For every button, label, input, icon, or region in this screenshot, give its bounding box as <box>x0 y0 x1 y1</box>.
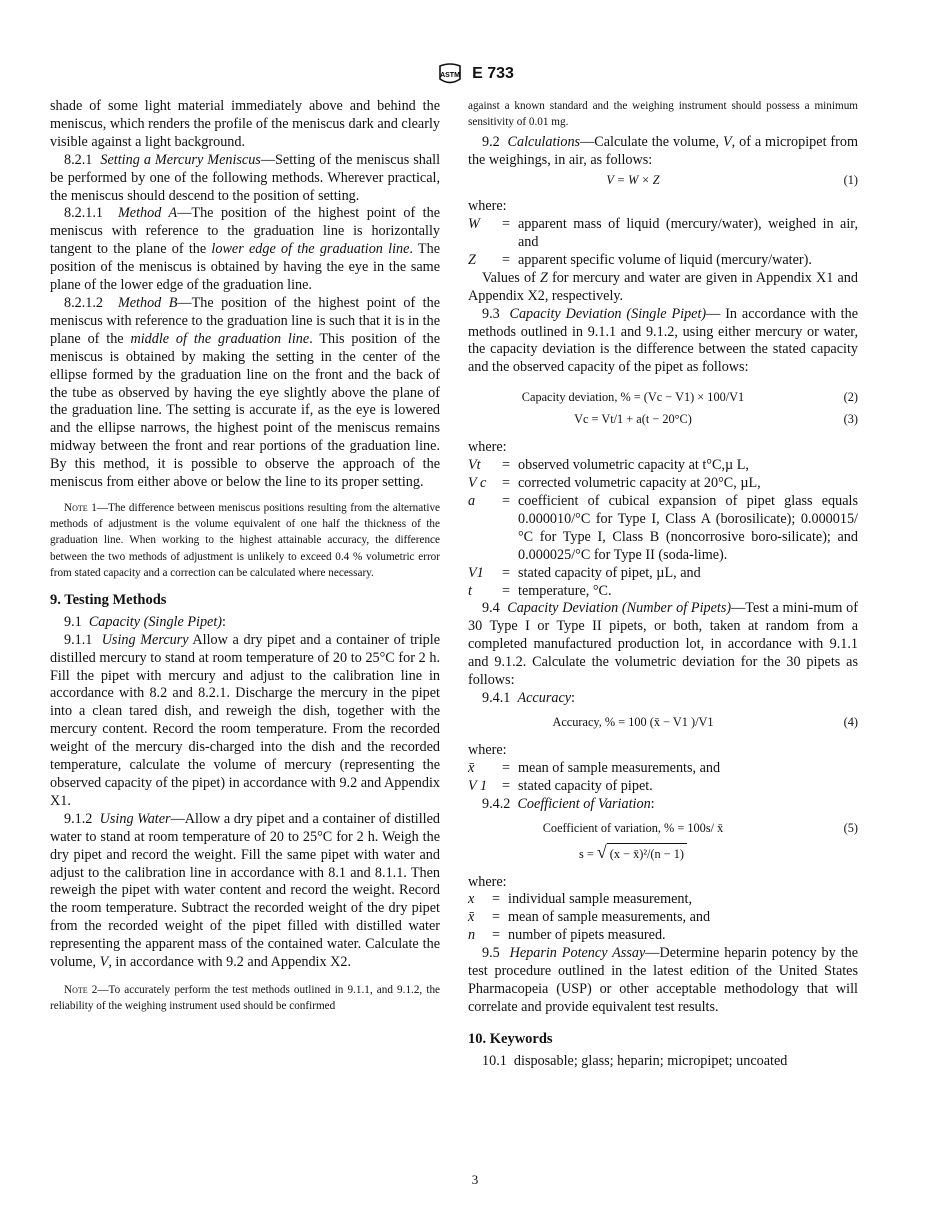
where-label: where: <box>468 198 507 215</box>
definitions-list-3 <box>468 760 858 796</box>
definition-text: observed volumetric capacity at t°C,µ L, <box>518 457 749 474</box>
where-label: where: <box>468 873 507 890</box>
where-label: where: <box>468 741 507 758</box>
equation-6: s = √ (x − x̄)²/(n − 1) <box>468 842 858 866</box>
definition-equals: = <box>502 251 511 268</box>
definition-text: apparent mass of liquid (mercury/water), weighed in air, and <box>518 216 858 251</box>
section-10-heading: 10. Keywords <box>468 1030 553 1047</box>
definition-text: apparent specific volume of liquid (mercury/water). <box>518 251 812 268</box>
definition-equals: = <box>492 909 501 926</box>
definition-text: stated capacity of pipet. <box>518 777 653 794</box>
definition-symbol: V c <box>468 475 487 492</box>
definition-symbol: W <box>468 216 480 233</box>
where-label: where: <box>468 439 507 456</box>
definition-text: coefficient of cubical expansion of pipet glass equals 0.000010/°C for Type I, Class A (borosilicate); 0.000015/°C for Type I, Class B (noncorrosive boro-silicate); and 0.000025/°C for Type II (soda-lime). <box>518 493 858 563</box>
section-9-4-2: 9.4.2 Coefficient of Variation: <box>482 795 655 812</box>
definitions-list-2 <box>468 457 858 600</box>
definition-equals: = <box>502 582 511 599</box>
definition-equals: = <box>492 927 501 944</box>
section-10-1: 10.1 disposable; glass; heparin; micropipet; uncoated <box>482 1052 788 1069</box>
definition-text: temperature, °C. <box>518 582 612 599</box>
paragraph-values: Values of Z for mercury and water are given in Appendix X1 and Appendix X2, respectively. <box>468 269 858 304</box>
paragraph-continuation: shade of some light material immediately above and behind the meniscus, which renders the profile of the meniscus dark and clearly visible against a light background. <box>50 98 440 150</box>
page-number: 3 <box>471 1172 479 1187</box>
definition-symbol: x̄ <box>468 909 475 926</box>
definition-symbol: V1 <box>468 564 484 581</box>
definition-equals: = <box>502 493 511 509</box>
equation-4: Accuracy, % = 100 (x̄ − V1 )/V1 (4) <box>552 714 858 729</box>
note-2: Note 2—To accurately perform the test methods outlined in 9.1.1, and 9.1.2, the reliability of the weighing instrument used should be confirmed <box>50 983 441 1013</box>
page-header <box>0 63 950 85</box>
equation-5: Coefficient of variation, % = 100s/ x̄ (5) <box>542 820 858 835</box>
definitions-list-1 <box>468 216 858 270</box>
definition-equals: = <box>502 216 511 233</box>
section-9-2: 9.2 Calculations—Calculate the volume, V, of a micropipet from the weighings, in air, as follows: <box>468 134 858 169</box>
left-column <box>50 98 440 1014</box>
definition-symbol: Vt <box>468 457 481 474</box>
definition-symbol: V 1 <box>468 777 488 794</box>
definition-text: mean of sample measurements, and <box>508 909 711 926</box>
equation-1: V = W × Z (1) <box>606 173 858 188</box>
section-9-5: 9.5 Heparin Potency Assay—Determine heparin potency by the test procedure outlined in the latest edition of the United States Pharmacopeia (USP) or other acceptable methodology that will correlate and provide equivalent test results. <box>468 945 858 1015</box>
definitions-list-4 <box>468 891 858 945</box>
equation-3: Vc = Vt/1 + a(t − 20°C) (3) <box>574 412 858 427</box>
section-8-2-1-2: 8.2.1.2 Method B—The position of the highest point of the meniscus with reference to the graduation line is such that it is in the plane of the middle of the graduation line. This position of the meniscus is obtained by making the setting in the center of the ellipse formed by the graduation line on the front and the back of the tube as observed by having the eye slightly above the plane of the graduation line. The setting is accurate if, as the eye is lowered and the ellipse narrows, the highest point of the meniscus remains midway between the front and rear portions of the graduation line. By this method, it is possible to observe the approach of the meniscus from either above or below the line to its proper setting. <box>50 294 441 491</box>
standard-code: E 733 <box>472 65 514 82</box>
section-9-1-1: 9.1.1 Using Mercury Allow a dry pipet and a container of triple distilled mercury to stand at room temperature of 20 to 25°C for 2 h. Fill the pipet with mercury and adjust to the calibration line in accordance with 8.2 and 8.2.1. Discharge the mercury in the pipet into a clean tared dish, and reweigh the dish, together with the mercury content. Record the room temperature. From the recorded weight of the mercury dis-charged into the dish and the recorded temperature, calculate the volume of mercury (representing the observed capacity of the pipet) in accordance with 9.2 and Appendix X1. <box>50 631 441 809</box>
section-8-2-1: 8.2.1 Setting a Mercury Meniscus—Setting of the meniscus shall be performed by one of the following methods. Wherever practical, the meniscus should descend to the position of setting. <box>50 151 441 204</box>
definition-text: number of pipets measured. <box>508 927 666 944</box>
logo-text: ASTM <box>440 72 461 79</box>
definition-equals: = <box>502 759 511 776</box>
right-column <box>468 98 858 1071</box>
definition-symbol: n <box>468 927 476 944</box>
section-9-3: 9.3 Capacity Deviation (Single Pipet)— In accordance with the methods outlined in 9.1.1 and 9.1.2, using either mercury or water, the capacity deviation is the difference between the stated capacity and the observed capacity of the pipet as follows: <box>468 305 858 376</box>
section-9-4-1: 9.4.1 Accuracy: <box>482 689 575 706</box>
definition-symbol: x <box>468 891 475 908</box>
definition-equals: = <box>502 777 511 794</box>
definition-symbol: a <box>468 493 476 509</box>
definition-symbol: t <box>468 582 472 599</box>
section-9-heading: 9. Testing Methods <box>50 591 167 608</box>
definition-symbol: x̄ <box>468 759 475 776</box>
note-1: Note 1—The difference between meniscus positions resulting from the alternative methods of adjustment is the volume equivalent of one half the thickness of the graduation line. When working to the highest attainable accuracy, the difference between the two methods of adjustment is unlikely to exceed 0.4 % volumetric error from stated capacity and a correction can be calculated where necessary. <box>50 501 441 579</box>
definition-equals: = <box>502 564 511 581</box>
section-9-1: 9.1 Capacity (Single Pipet): <box>64 613 226 630</box>
section-9-1-2: 9.1.2 Using Water—Allow a dry pipet and a container of distilled water to stand at room temperature of 20 to 25°C for 2 h. Weigh the dry pipet and record the weight. Fill the same pipet with water and adjust to the calibration line in accordance with 8.1 and 8.1.1. Then reweigh the pipet with water content and record the weight. Record the room temperature. Subtract the recorded weight of the dry pipet from the recorded weight of the pipet filled with distilled water representing the apparent mass of the contained water. Calculate the volume, V, in accordance with 9.2 and Appendix X2. <box>50 810 440 971</box>
definition-text: mean of sample measurements, and <box>518 759 721 776</box>
section-8-2-1-1: 8.2.1.1 Method A—The position of the highest point of the meniscus with reference to the graduation line is horizontally tangent to the plane of the lower edge of the graduation line. The position of the meniscus is obtained by having the eye in the same plane of the lower edge of the graduation line. <box>50 205 441 294</box>
equation-2: Capacity deviation, % = (Vc − V1) × 100/V1 (2) <box>521 390 858 405</box>
definition-text: corrected volumetric capacity at 20°C, µL, <box>518 475 761 492</box>
astm-logo-icon <box>436 63 464 85</box>
definition-equals: = <box>492 891 501 908</box>
definition-symbol: Z <box>468 251 476 268</box>
definition-equals: = <box>502 457 511 474</box>
definition-text: stated capacity of pipet, µL, and <box>518 564 701 581</box>
definition-equals: = <box>502 475 511 492</box>
note-2-continuation: against a known standard and the weighing instrument should possess a minimum sensitivity of 0.01 mg. <box>468 100 858 129</box>
definition-text: individual sample measurement, <box>508 891 692 908</box>
section-9-4: 9.4 Capacity Deviation (Number of Pipets)—Test a mini-mum of 30 Type I or Type II pipets, or both, taken at random from a completed manufactured production lot, in accordance with 9.1.1 and 9.1.2. Calculate the volumetric deviation for the 30 pipets as follows: <box>468 600 858 689</box>
